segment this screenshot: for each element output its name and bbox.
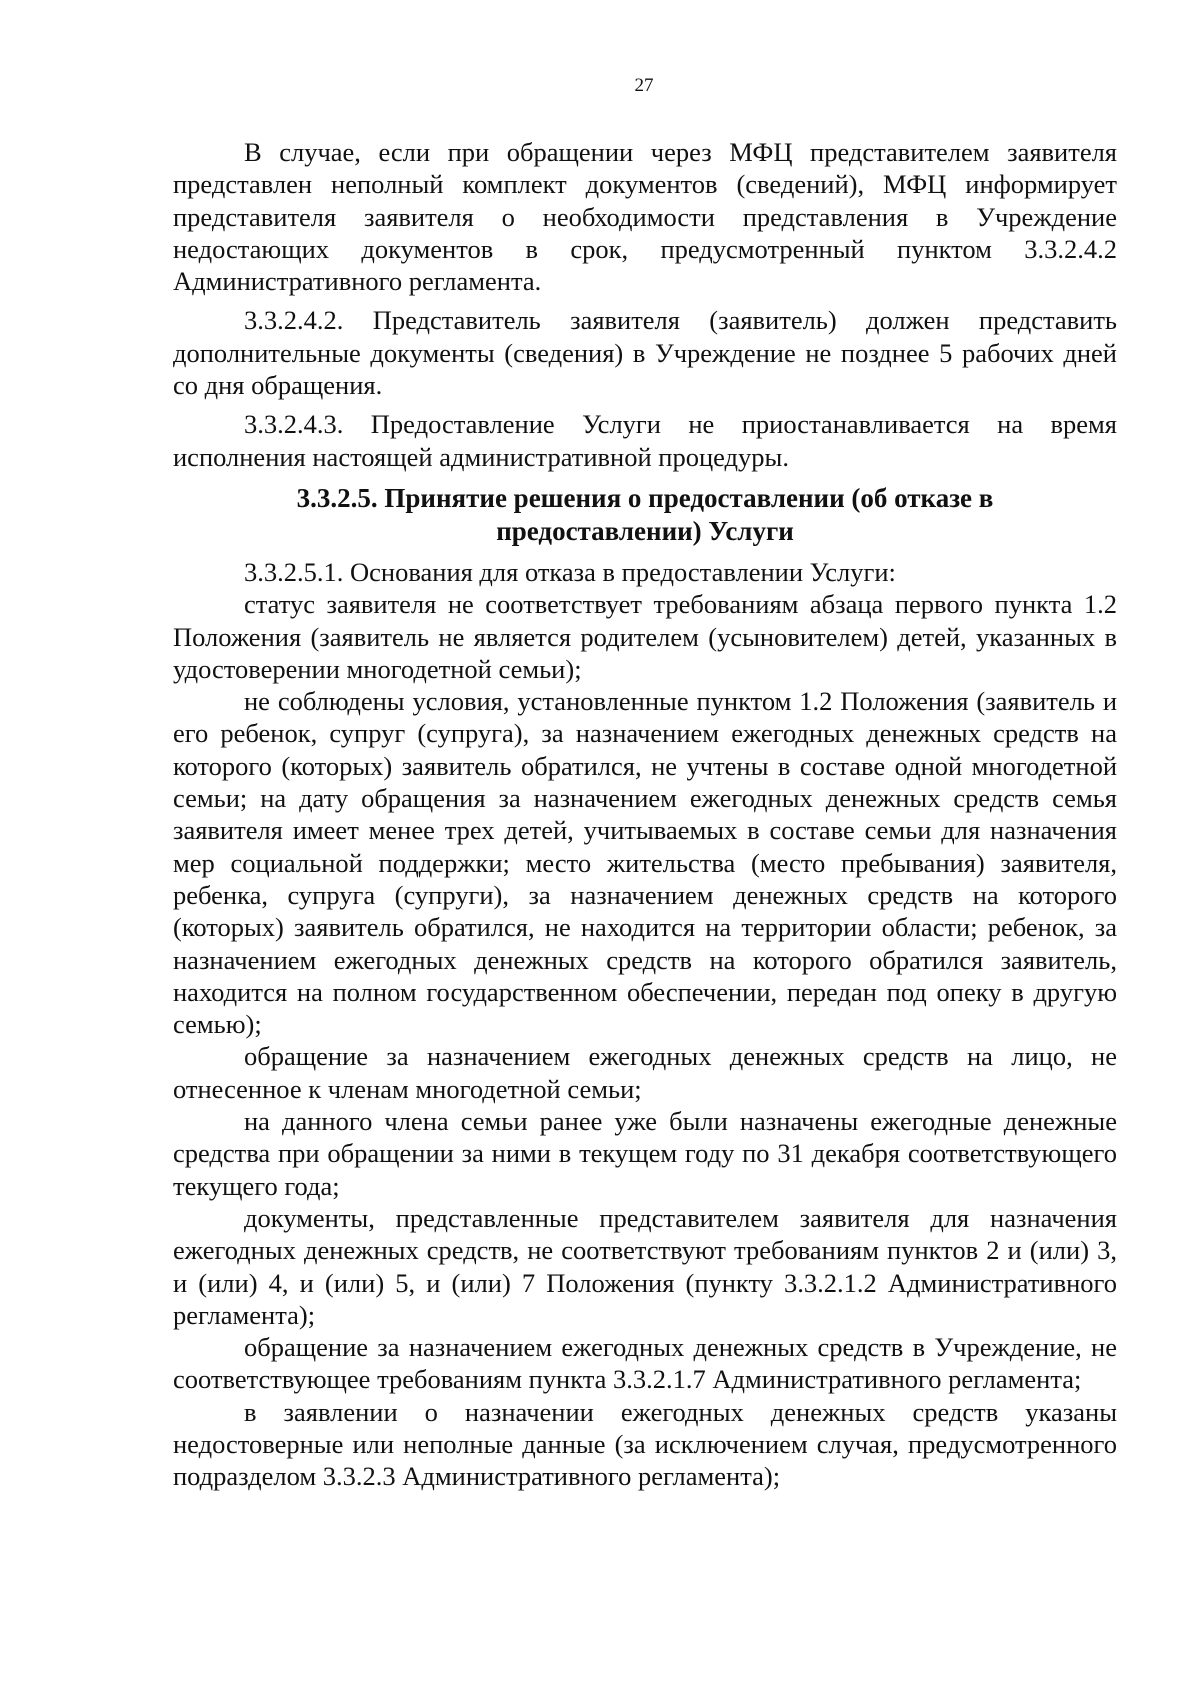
paragraph-3-3-2-5-1: 3.3.2.5.1. Основания для отказа в предоставлении Услуги: bbox=[244, 556, 896, 587]
refusal-ground-conditions: не соблюдены условия, установленные пунктом 1.2 Положения (заявитель и его ребенок, супруг (супруга), за назначением ежегодных денежных средств на которого (которых) заявитель обратился, не учтены в составе одной многодетной семьи; на дату обращения за назначением ежегодных денежных средств семья заявителя имеет менее трех детей, учитываемых в составе семьи для назначения мер социальной поддержки; место жительства (место пребывания) заявителя, ребенка, супруга (супруги), за назначением денежных средств на которого (которых) заявитель обратился, не находится на территории области; ребенок, за назначением ежегодных денежных средств на которого обратился заявитель, находится на полном государственном обеспечении, передан под опеку в другую семью); bbox=[173, 686, 1117, 1040]
section-heading-line-1: 3.3.2.5. Принятие решения о предоставлении (об отказе в bbox=[296, 482, 994, 513]
refusal-ground-wrong-institution: обращение за назначением ежегодных денежных средств в Учреждение, не соответствующее требованиям пункта 3.3.2.1.7 Административного регламента; bbox=[173, 1332, 1117, 1395]
refusal-ground-documents-mismatch: документы, представленные представителем заявителя для назначения ежегодных денежных средств, не соответствуют требованиям пунктов 2 и (или) 3, и (или) 4, и (или) 5, и (или) 7 Положения (пункту 3.3.2.1.2 Административного регламента); bbox=[173, 1202, 1117, 1330]
refusal-ground-status: статус заявителя не соответствует требованиям абзаца первого пункта 1.2 Положения (заявитель не является родителем (усыновителем) детей, указанных в удостоверении многодетной семьи); bbox=[173, 589, 1117, 684]
paragraph-3-3-2-4-2: 3.3.2.4.2. Представитель заявителя (заявитель) должен представить дополнительные документы (сведения) в Учреждение не позднее 5 рабочих дней со дня обращения. bbox=[173, 305, 1117, 401]
refusal-ground-already-assigned: на данного члена семьи ранее уже были назначены ежегодные денежные средства при обращении за ними в текущем году по 31 декабря соответствующего текущего года; bbox=[173, 1106, 1117, 1201]
page-number: 27 bbox=[634, 75, 654, 96]
section-heading-3-3-2-5 bbox=[173, 482, 1117, 548]
paragraph-mfc-incomplete-documents: В случае, если при обращении через МФЦ представителем заявителя представлен неполный комплект документов (сведений), МФЦ информирует представителя заявителя о необходимости представления в Учреждение недостающих документов в срок, предусмотренный пунктом 3.3.2.4.2 Административного регламента. bbox=[173, 137, 1117, 297]
refusal-ground-non-member: обращение за назначением ежегодных денежных средств на лицо, не отнесенное к членам многодетной семьи; bbox=[173, 1041, 1117, 1104]
paragraph-3-3-2-4-3: 3.3.2.4.3. Предоставление Услуги не приостанавливается на время исполнения настоящей административной процедуры. bbox=[173, 409, 1117, 472]
refusal-ground-false-data: в заявлении о назначении ежегодных денежных средств указаны недостоверные или неполные данные (за исключением случая, предусмотренного подразделом 3.3.2.3 Административного регламента); bbox=[173, 1396, 1117, 1492]
document-body bbox=[173, 136, 1117, 1493]
section-heading-line-2: предоставлении) Услуги bbox=[496, 515, 794, 546]
